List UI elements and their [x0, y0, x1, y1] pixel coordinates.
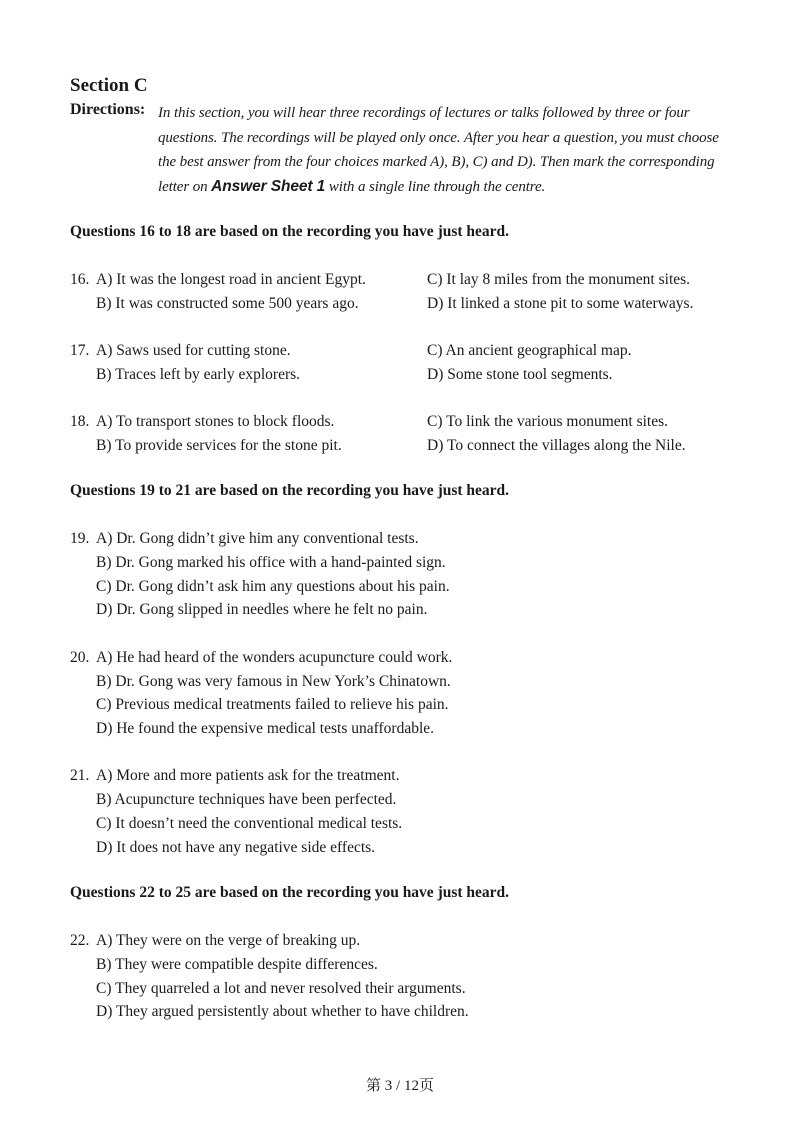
option-a: A) Saws used for cutting stone. [96, 342, 291, 359]
option-a: A) More and more patients ask for the treatment. [96, 767, 400, 784]
question-number: 18. [70, 413, 90, 430]
directions-text-part-1: In this section, you will hear three recordings of lectures or talks followed by three or four questions. The recordings will be played only once. After you hear a question, you must choose the best answer from the four choices marked A), B), C) and D). Then mark the corresponding letter on [158, 105, 719, 195]
answer-sheet-label: Answer Sheet 1 [211, 177, 326, 195]
option-c: C) It lay 8 miles from the monument sites. [427, 271, 691, 288]
option-c: C) It doesn’t need the conventional medical tests. [96, 815, 403, 832]
option-a: A) He had heard of the wonders acupuncture could work. [96, 649, 453, 666]
option-d: D) Dr. Gong slipped in needles where he felt no pain. [96, 601, 428, 618]
option-b: B) Dr. Gong marked his office with a hand-painted sign. [96, 554, 446, 571]
option-b: B) Dr. Gong was very famous in New York’s Chinatown. [96, 673, 451, 690]
option-c: C) Dr. Gong didn’t ask him any questions about his pain. [96, 578, 450, 595]
question-number: 17. [70, 342, 90, 359]
option-d: D) Some stone tool segments. [427, 366, 613, 383]
option-d: D) It linked a stone pit to some waterways. [427, 295, 694, 312]
group-heading-19-21: Questions 19 to 21 are based on the recording you have just heard. [70, 482, 510, 499]
option-b: B) Traces left by early explorers. [96, 366, 301, 383]
option-d: D) He found the expensive medical tests unaffordable. [96, 720, 435, 737]
directions-label: Directions: [70, 101, 146, 118]
option-b: B) To provide services for the stone pit. [96, 437, 342, 454]
option-a: A) They were on the verge of breaking up. [96, 932, 361, 949]
option-b: B) They were compatible despite differences. [96, 956, 378, 973]
question-number: 20. [70, 649, 90, 666]
question-number: 19. [70, 530, 90, 547]
option-b: B) Acupuncture techniques have been perfected. [96, 791, 397, 808]
directions-text [158, 101, 733, 199]
question-number: 22. [70, 932, 90, 949]
option-a: A) Dr. Gong didn’t give him any conventional tests. [96, 530, 419, 547]
section-title: Section C [70, 75, 148, 96]
option-a: A) To transport stones to block floods. [96, 413, 335, 430]
group-heading-22-25: Questions 22 to 25 are based on the recording you have just heard. [70, 884, 510, 901]
option-c: C) They quarreled a lot and never resolved their arguments. [96, 980, 466, 997]
option-a: A) It was the longest road in ancient Egypt. [96, 271, 366, 288]
option-c: C) To link the various monument sites. [427, 413, 669, 430]
option-c: C) An ancient geographical map. [427, 342, 632, 359]
option-b: B) It was constructed some 500 years ago. [96, 295, 359, 312]
option-d: D) They argued persistently about whether to have children. [96, 1003, 469, 1020]
directions-text-part-2: with a single line through the centre. [328, 178, 546, 195]
option-c: C) Previous medical treatments failed to relieve his pain. [96, 696, 449, 713]
page-number: 第 3 / 12页 [366, 1078, 434, 1094]
question-number: 21. [70, 767, 90, 784]
option-d: D) To connect the villages along the Nile. [427, 437, 686, 454]
option-d: D) It does not have any negative side effects. [96, 839, 376, 856]
question-number: 16. [70, 271, 90, 288]
group-heading-16-18: Questions 16 to 18 are based on the recording you have just heard. [70, 223, 510, 240]
